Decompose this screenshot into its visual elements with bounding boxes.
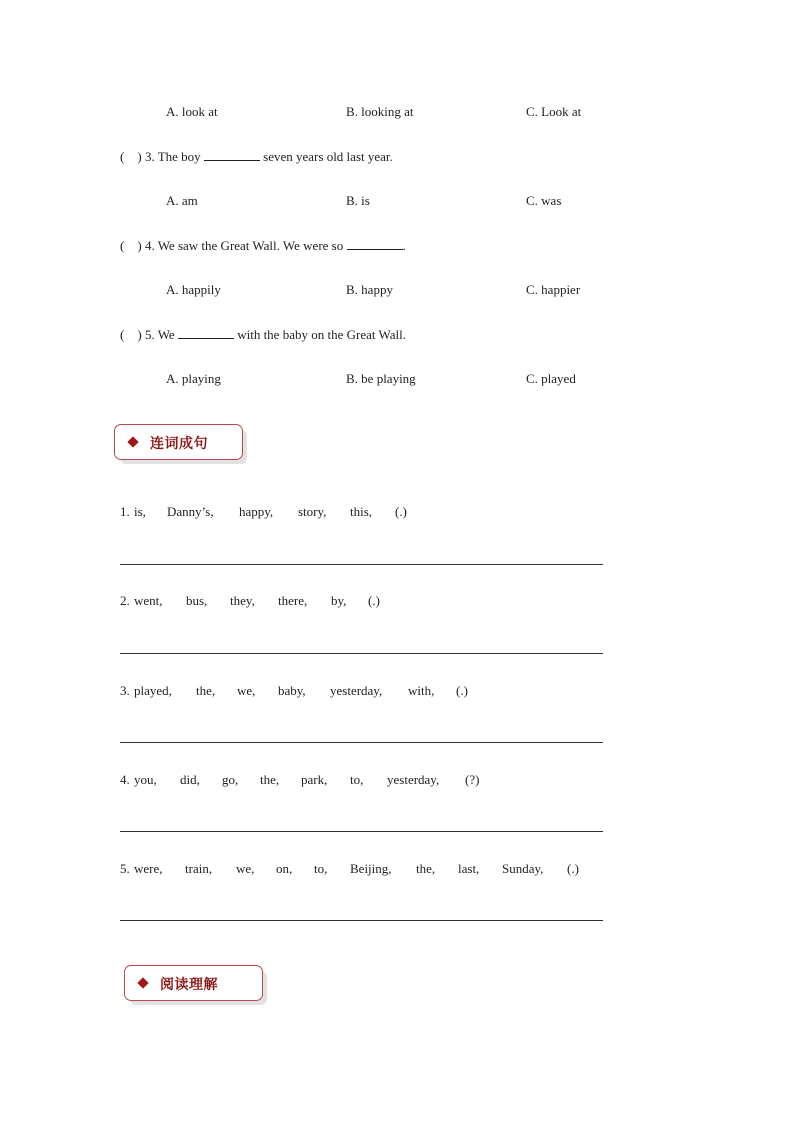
answer-paren-close: ) [137,238,142,253]
diamond-icon [127,436,138,447]
question-4 [120,237,406,254]
reorder-number: 5. [120,861,130,876]
reorder-number: 2. [120,593,130,608]
reorder-word: (?) [465,772,480,787]
reorder-word: the, [260,772,280,787]
reorder-word: (.) [395,504,407,519]
reorder-word: to, [350,772,364,787]
reorder-word: happy, [239,504,274,519]
question-text-before: We saw the Great Wall. We were so [157,238,344,253]
reorder-word: played, [134,683,172,698]
option-a: A. happily [166,282,221,297]
answer-blank[interactable] [347,237,403,250]
reorder-word: the, [196,683,216,698]
answer-line[interactable] [120,920,603,921]
answer-line[interactable] [120,564,603,565]
reorder-word: is, [134,504,146,519]
answer-paren-open: ( [120,238,125,253]
answer-paren-close: ) [137,149,142,164]
reorder-word: were, [134,861,163,876]
answer-line[interactable] [120,653,603,654]
reorder-word: by, [331,593,347,608]
option-a: A. am [166,193,198,208]
reorder-word: the, [416,861,436,876]
reorder-word: bus, [186,593,208,608]
reorder-word: go, [222,772,239,787]
reorder-word: went, [134,593,163,608]
reorder-word: there, [278,593,308,608]
question-number: 5. [144,327,155,342]
reorder-word: we, [237,683,256,698]
option-b: B. happy [346,282,393,297]
section-header-reorder [114,424,243,460]
reorder-word: park, [301,772,328,787]
reorder-number: 4. [120,772,130,787]
reorder-word: (.) [456,683,468,698]
question-text-after: seven years old last year. [263,149,393,164]
reorder-number: 1. [120,504,130,519]
reorder-word: (.) [567,861,579,876]
diamond-icon [137,977,148,988]
section-title: 阅读理解 [160,977,218,993]
answer-blank[interactable] [178,326,234,339]
reorder-word: we, [236,861,255,876]
reorder-word: Sunday, [502,861,544,876]
reorder-word: with, [408,683,435,698]
option-a: A. look at [166,104,218,119]
question-3 [120,148,393,165]
section-header-reading [124,965,263,1001]
option-b: B. is [346,193,370,208]
reorder-word: last, [458,861,480,876]
question-text-before: The boy [157,149,201,164]
answer-line[interactable] [120,831,603,832]
reorder-word: on, [276,861,293,876]
reorder-word: story, [298,504,327,519]
question-number: 3. [144,149,155,164]
reorder-word: did, [180,772,200,787]
answer-paren-open: ( [120,327,125,342]
question-number: 4. [144,238,155,253]
option-b: B. looking at [346,104,414,119]
reorder-word: to, [314,861,328,876]
question-text-after: with the baby on the Great Wall. [237,327,406,342]
reorder-word: they, [230,593,255,608]
question-5 [120,326,406,343]
reorder-word: baby, [278,683,306,698]
reorder-number: 3. [120,683,130,698]
option-b: B. be playing [346,371,416,386]
reorder-word: this, [350,504,373,519]
reorder-word: you, [134,772,157,787]
option-c: C. was [526,193,562,208]
answer-paren-open: ( [120,149,125,164]
section-title: 连词成句 [150,436,208,452]
option-c: C. Look at [526,104,582,119]
option-c: C. happier [526,282,581,297]
reorder-word: (.) [368,593,380,608]
question-text-before: We [157,327,175,342]
reorder-word: train, [185,861,213,876]
reorder-word: Danny’s, [167,504,214,519]
question-text-after: . [402,238,406,253]
answer-line[interactable] [120,742,603,743]
reorder-word: Beijing, [350,861,392,876]
reorder-word: yesterday, [330,683,383,698]
option-a: A. playing [166,371,221,386]
answer-blank[interactable] [204,148,260,161]
answer-paren-close: ) [137,327,142,342]
option-c: C. played [526,371,576,386]
reorder-word: yesterday, [387,772,440,787]
